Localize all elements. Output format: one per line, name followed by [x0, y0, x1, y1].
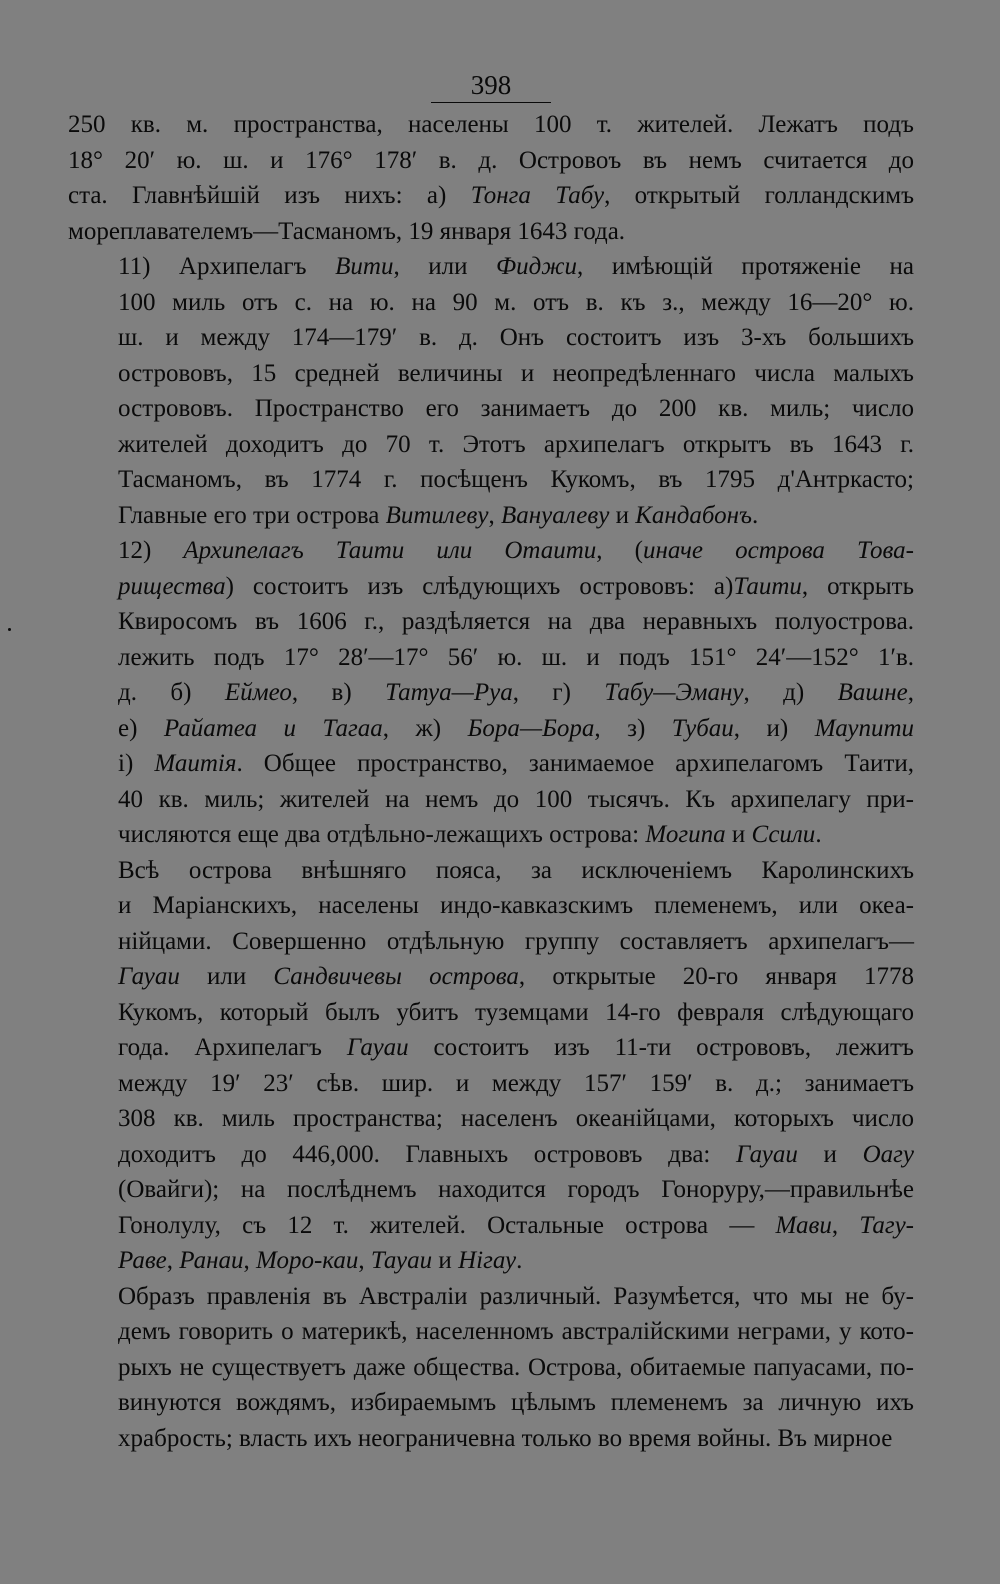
text-line: ста. Главнѣйшій изъ нихъ: а) Тонга Табу, открытый голландскимъ — [68, 182, 914, 209]
text-line: винуются вождямъ, избираемымъ цѣлымъ племенемъ за личную ихъ — [118, 1389, 914, 1416]
paragraph — [68, 107, 914, 249]
text-line: Квиросомъ въ 1606 г., раздѣляется на два неравныхъ полуострова. — [118, 608, 914, 635]
text-line: 11) Архипелагъ Вити, или Фиджи, имѣющій протяженіе на — [118, 253, 915, 280]
text-line: Раве, Ранаи, Моро-каи, Тауаи и Нігау. — [118, 1247, 523, 1274]
text-line: д. б) Еймео, в) Татуа—Руа, г) Табу—Эману, д) Вашне, — [118, 679, 914, 706]
text-line: 40 кв. миль; жителей на немъ до 100 тысячъ. Къ архипелагу при- — [118, 785, 914, 813]
text-line: Всѣ острова внѣшняго пояса, за исключеніемъ Каролинскихъ — [118, 856, 914, 884]
text-line: ш. и между 174—179′ в. д. Онъ состоитъ изъ 3-хъ большихъ — [118, 324, 914, 351]
text-line: мореплавателемъ—Тасманомъ, 19 января 1643 года. — [68, 217, 626, 245]
text-line: рыхъ не существуетъ даже общества. Острова, обитаемые папуасами, по- — [118, 1353, 914, 1381]
text-line: Главные его три острова Витилеву, Вануалеву и Кандабонъ. — [118, 501, 759, 529]
paragraph — [68, 853, 914, 1279]
text-line: 18° 20′ ю. ш. и 176° 178′ в. д. Островоъ въ немъ считается до — [68, 146, 914, 174]
text-line: 12) Архипелагъ Таити или Отаити, (иначе острова Това- — [118, 537, 915, 564]
text-line: жителей доходитъ до 70 т. Этотъ архипелагъ открытъ въ 1643 г. — [118, 430, 914, 458]
text-line: лежить подъ 17° 28′—17° 56′ ю. ш. и подъ 151° 24′—152° 1′в. — [118, 643, 914, 671]
text-line: доходитъ до 446,000. Главныхъ острововъ два: Гауаи и Оагу — [118, 1140, 914, 1168]
body-text — [68, 107, 914, 1456]
text-line: Кукомъ, который былъ убитъ туземцами 14-го февраля слѣдующаго — [118, 998, 914, 1026]
text-line: 250 кв. м. пространства, населены 100 т. жителей. Лежатъ подъ — [68, 111, 914, 138]
book-page — [68, 70, 914, 1456]
text-line: Тасманомъ, въ 1774 г. посѣщенъ Кукомъ, въ 1795 д'Антркасто; — [118, 466, 914, 493]
text-line: острововъ. Пространство его занимаетъ до 200 кв. миль; число — [118, 395, 914, 422]
text-line: года. Архипелагъ Гауаи состоитъ изъ 11-ти острововъ, лежитъ — [118, 1034, 914, 1061]
paragraph — [68, 249, 914, 533]
text-line: демъ говорить о материкѣ, населенномъ австралійскими неграми, у кото- — [118, 1318, 914, 1345]
text-line: і) Маитія. Общее пространство, занимаемое архипелагомъ Таити, — [118, 750, 914, 777]
text-line: 308 кв. миль пространства; населенъ океанійцами, которыхъ число — [118, 1105, 914, 1132]
text-line: (Овайги); на послѣднемъ находится городъ Гоноруру,—правильнѣе — [118, 1176, 914, 1203]
page-number: 398 — [68, 70, 914, 103]
paragraph — [68, 533, 914, 853]
text-line: нійцами. Совершенно отдѣльную группу составляетъ архипелагъ— — [118, 927, 914, 955]
text-line: 100 миль отъ с. на ю. на 90 м. отъ в. къ з., между 16—20° ю. — [118, 288, 914, 316]
text-line: Образъ правленія въ Австраліи различный. Разумѣется, что мы не бу- — [118, 1282, 914, 1310]
margin-dot — [8, 628, 11, 631]
text-line: и Маріанскихъ, населены индо-кавказскимъ племенемъ, или океа- — [118, 892, 914, 919]
text-line: храбрость; власть ихъ неограничевна только во время войны. Въ мирное — [118, 1424, 893, 1452]
text-line: числяются еще два отдѣльно-лежащихъ острова: Могипа и Ссили. — [118, 821, 822, 848]
paragraph — [68, 1279, 914, 1457]
text-line: Гауаи или Сандвичевы острова, открытые 20-го января 1778 — [118, 963, 914, 990]
text-line: острововъ, 15 средней величины и неопредѣленнаго числа малыхъ — [118, 359, 914, 387]
text-line: Гонолулу, съ 12 т. жителей. Остальные острова — Мави, Тагу- — [118, 1211, 915, 1239]
text-line: е) Райатеа и Тагаа, ж) Бора—Бора, з) Тубаи, и) Маупити — [118, 714, 915, 742]
text-line: рищества) состоитъ изъ слѣдующихъ острововъ: а)Таити, открыть — [118, 572, 914, 600]
text-line: между 19′ 23′ сѣв. шир. и между 157′ 159′ в. д.; занимаетъ — [118, 1069, 914, 1097]
